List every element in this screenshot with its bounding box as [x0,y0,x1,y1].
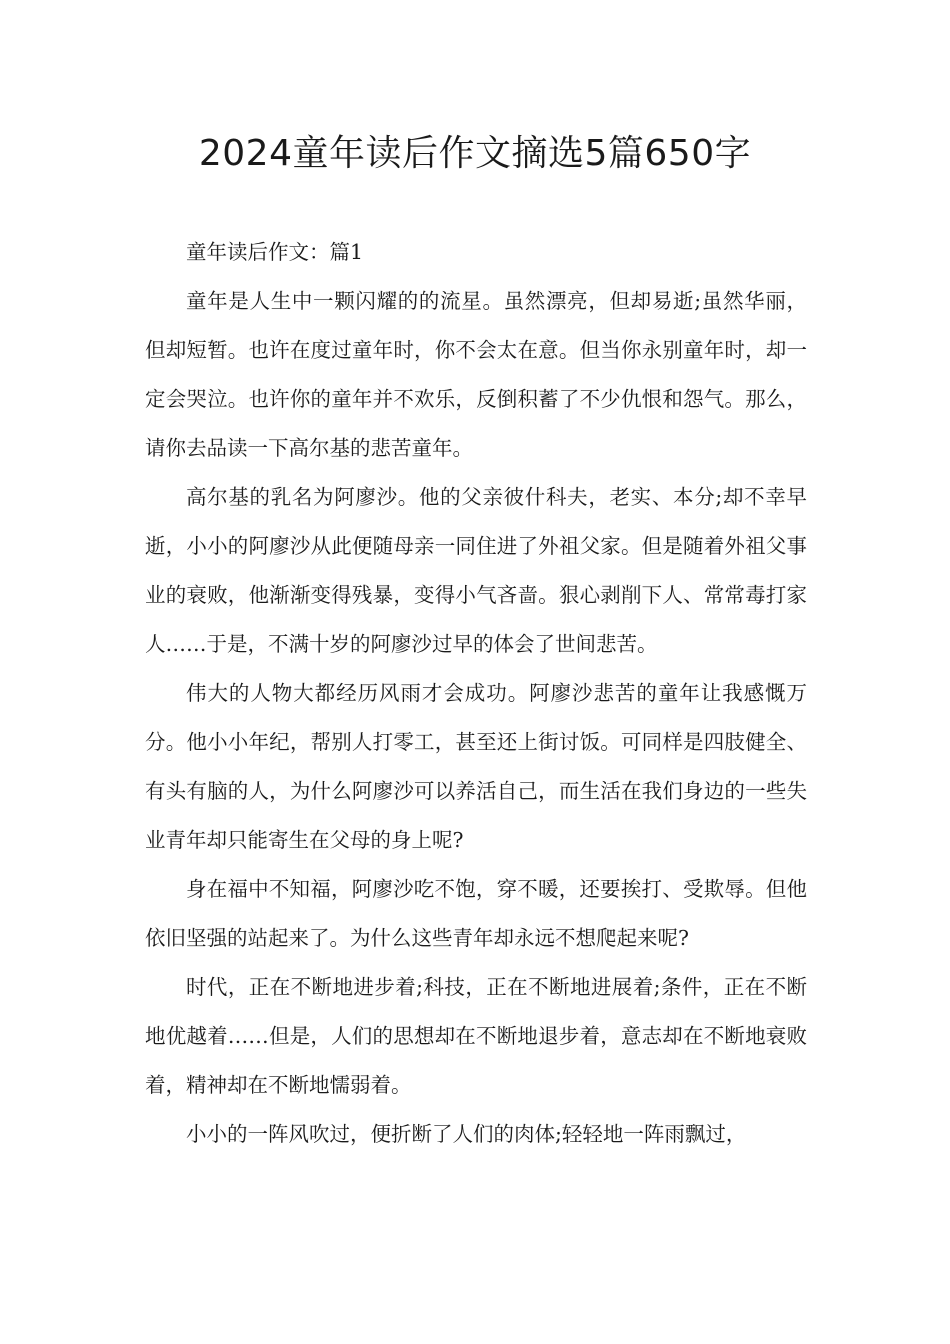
paragraph: 小小的一阵风吹过，便折断了人们的肉体;轻轻地一阵雨飘过， [186,1122,747,1146]
paragraph: 童年是人生中一颗闪耀的的流星。虽然漂亮，但却易逝;虽然华丽，但却短暂。也许在度过童年时，你不会太在意。但当你永别童年时，却一定会哭泣。也许你的童年并不欢乐，反倒积蓄了不少仇恨和怨气。那么，请你去品读一下高尔基的悲苦童年。 [145,289,807,460]
paragraph: 身在福中不知福，阿廖沙吃不饱，穿不暖，还要挨打、受欺辱。但他依旧坚强的站起来了。为什么这些青年却永远不想爬起来呢? [145,877,807,950]
paragraph: 时代，正在不断地进步着;科技，正在不断地进展着;条件，正在不断地优越着……但是，人们的思想却在不断地退步着，意志却在不断地衰败着，精神却在不断地懦弱着。 [145,975,807,1097]
paragraph: 伟大的人物大都经历风雨才会成功。阿廖沙悲苦的童年让我感慨万分。他小小年纪，帮别人打零工，甚至还上街讨饭。可同样是四肢健全、有头有脑的人，为什么阿廖沙可以养活自己，而生活在我们身边的一些失业青年却只能寄生在父母的身上呢? [145,681,807,852]
document-body [145,228,807,1159]
section-heading: 童年读后作文：篇1 [186,240,364,264]
paragraph: 高尔基的乳名为阿廖沙。他的父亲彼什科夫，老实、本分;却不幸早逝，小小的阿廖沙从此便随母亲一同住进了外祖父家。但是随着外祖父事业的衰败，他渐渐变得残暴，变得小气吝啬。狠心剥削下人、常常毒打家人……于是，不满十岁的阿廖沙过早的体会了世间悲苦。 [145,485,807,656]
document-title: 2024童年读后作文摘选5篇650字 [198,133,752,174]
